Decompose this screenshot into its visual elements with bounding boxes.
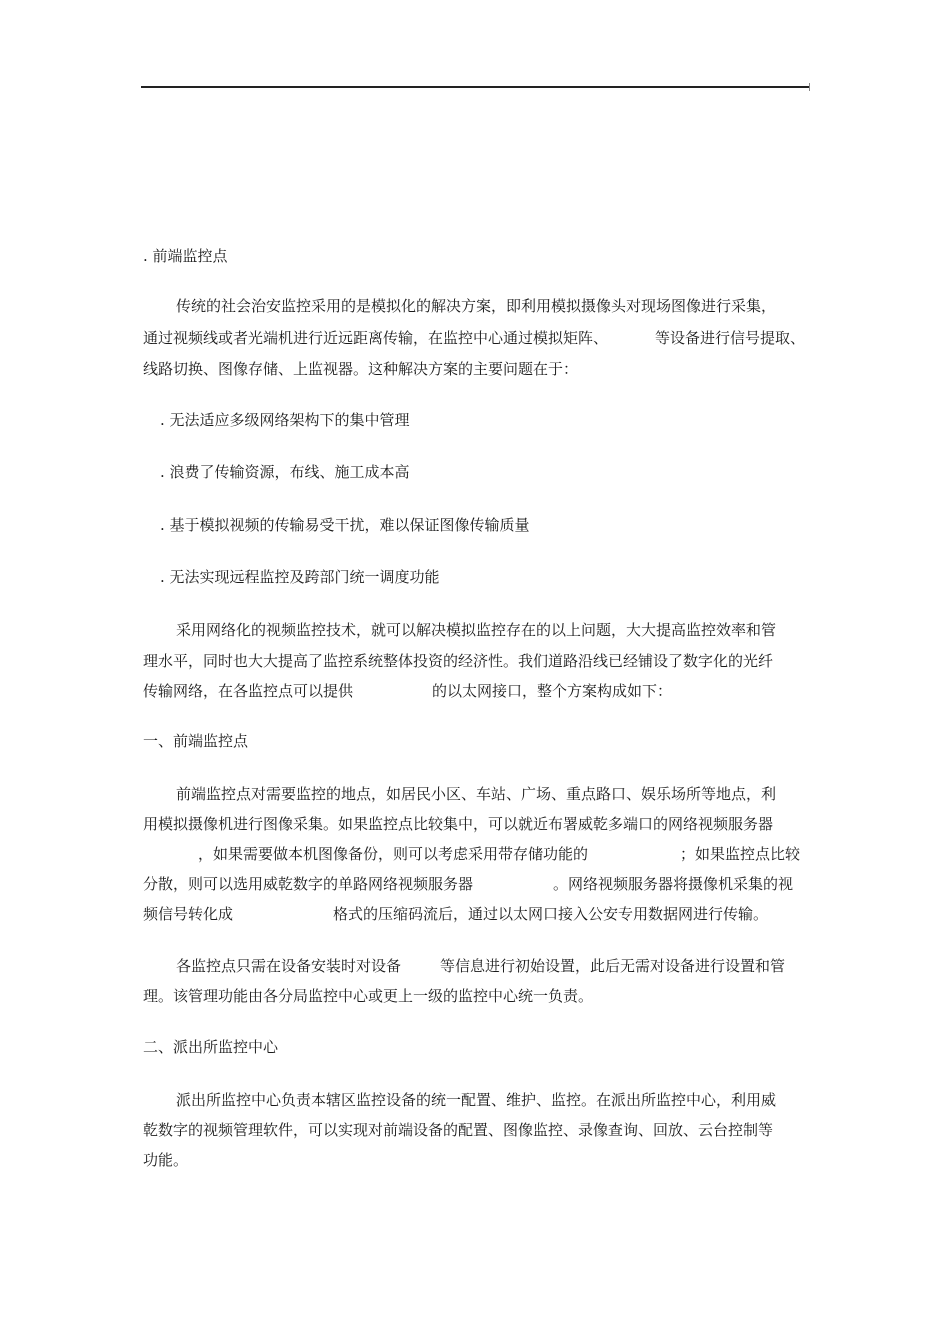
section-2-p1-text-3: 功能。: [143, 1151, 189, 1169]
section-2-p1-text-1: 派出所监控中心负责本辖区监控设备的统一配置、维护、监控。在派出所监控中心，利用威: [176, 1091, 777, 1109]
network-text-2: 理水平，同时也大大提高了监控系统整体投资的经济性。我们道路沿线已经铺设了数字化的光纤: [143, 652, 774, 670]
heading-top: [0, 246, 228, 268]
network-text-1: 采用网络化的视频监控技术，就可以解决模拟监控存在的以上问题，大大提高监控效率和管: [176, 621, 777, 639]
section-2-p1-text-2: 乾数字的视频管理软件，可以实现对前端设备的配置、图像监控、录像查询、回放、云台控制等: [143, 1121, 774, 1139]
intro-text-2a: 通过视频线或者光端机进行近远距离传输，在监控中心通过模拟矩阵、: [143, 329, 609, 347]
section-1-p1-text-4b: 。网络视频服务器将摄像机采集的视: [553, 875, 794, 893]
problem-text: . 无法实现远程监控及跨部门统一调度功能: [160, 568, 440, 586]
header-rule: [141, 86, 809, 88]
section-2-p1-line-2: [0, 1120, 774, 1142]
heading-top-text: . 前端监控点: [143, 247, 228, 265]
section-1-p1-line-3: [0, 844, 801, 866]
section-1-title: [0, 731, 249, 753]
section-1-title-text: 一、前端监控点: [143, 732, 249, 750]
section-1-p2-line-2: [0, 986, 594, 1008]
problem-text: . 基于模拟视频的传输易受干扰，难以保证图像传输质量: [160, 516, 530, 534]
section-1-p1-text-5a: 频信号转化成: [143, 905, 234, 923]
intro-text-2b: 等设备进行信号提取、: [655, 329, 806, 347]
problem-text: . 浪费了传输资源，布线、施工成本高: [160, 463, 410, 481]
section-1-p1-text-4a: 分散，则可以选用威乾数字的单路网络视频服务器: [143, 875, 474, 893]
problem-text: . 无法适应多级网络架构下的集中管理: [160, 411, 410, 429]
section-1-p1-text-5b: 格式的压缩码流后，通过以太网口接入公安专用数据网进行传输。: [333, 905, 769, 923]
section-1-p2-text-1b: 等信息进行初始设置，此后无需对设备进行设置和管: [440, 957, 786, 975]
intro-line-1: [0, 296, 777, 318]
section-2-p1-line-3: [0, 1150, 189, 1172]
section-1-p1-text-3b: ；如果监控点比较: [680, 845, 801, 863]
section-1-p2-text-1a: 各监控点只需在设备安装时对设备: [176, 957, 402, 975]
section-1-p1-line-4: [0, 874, 794, 896]
section-1-p1-line-1: [0, 784, 777, 806]
section-1-p1-text-1: 前端监控点对需要监控的地点，如居民小区、车站、广场、重点路口、娱乐场所等地点，利: [176, 785, 777, 803]
problem-item: [0, 462, 410, 484]
problem-item: [0, 410, 410, 432]
section-1-p1-line-5: [0, 904, 769, 926]
section-1-p2-line-1: [0, 956, 786, 978]
section-1-p1-text-2: 用模拟摄像机进行图像采集。如果监控点比较集中，可以就近布署威乾多端口的网络视频服务器: [143, 815, 774, 833]
network-text-3a: 传输网络，在各监控点可以提供: [143, 682, 354, 700]
section-2-title-text: 二、派出所监控中心: [143, 1038, 279, 1056]
intro-line-3: [0, 359, 579, 381]
intro-text-1: 传统的社会治安监控采用的是模拟化的解决方案，即利用模拟摄像头对现场图像进行采集，: [176, 297, 777, 315]
network-text-3b: 的以太网接口，整个方案构成如下：: [432, 682, 673, 700]
intro-text-3: 线路切换、图像存储、上监视器。这种解决方案的主要问题在于：: [143, 360, 579, 378]
header-rule-tick: [809, 83, 810, 91]
section-2-p1-line-1: [0, 1090, 777, 1112]
section-1-p2-text-2: 理。该管理功能由各分局监控中心或更上一级的监控中心统一负责。: [143, 987, 594, 1005]
network-line-3: [0, 681, 673, 703]
section-2-title: [0, 1037, 279, 1059]
problem-item: [0, 515, 530, 537]
section-1-p1-line-2: [0, 814, 774, 836]
network-line-2: [0, 651, 774, 673]
problem-item: [0, 567, 440, 589]
intro-line-2: [0, 328, 806, 350]
network-line-1: [0, 620, 777, 642]
section-1-p1-text-3a: ，如果需要做本机图像备份，则可以考虑采用带存储功能的: [198, 845, 589, 863]
